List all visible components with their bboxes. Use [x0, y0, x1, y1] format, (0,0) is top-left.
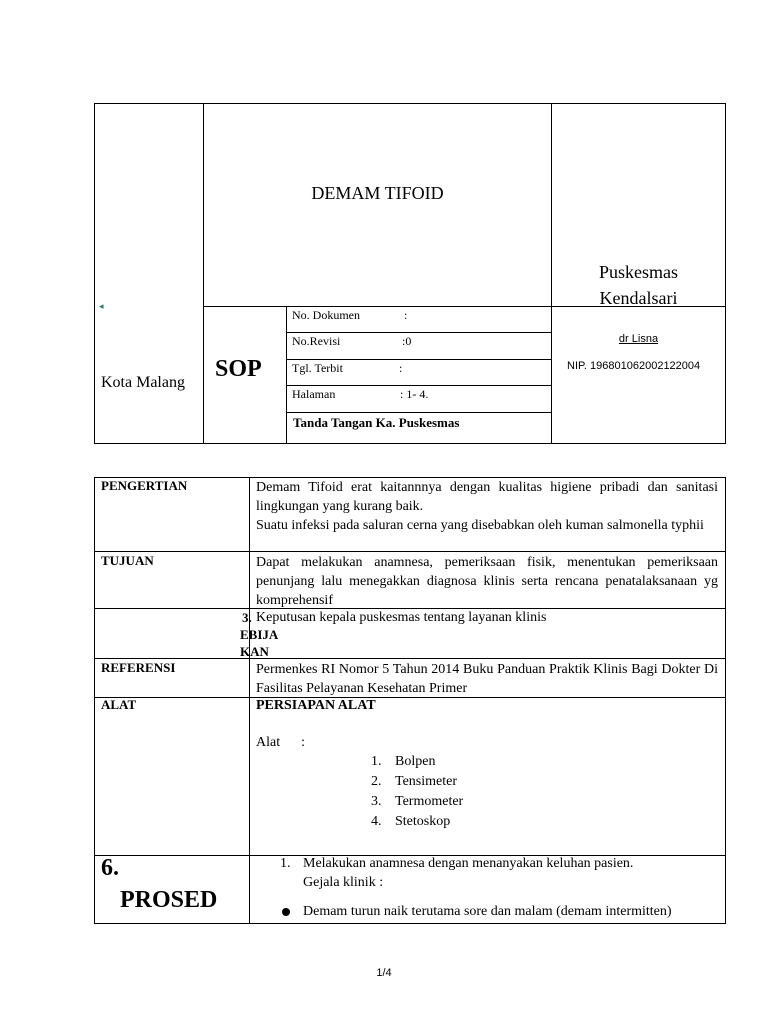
referensi-text: Permenkes RI Nomor 5 Tahun 2014 Buku Panduan Praktik Klinis Bagi Dokter Di Fasilitas Pelayanan Kesehatan Primer — [256, 662, 718, 696]
puskesmas-name — [552, 259, 725, 311]
kebijakan-text: Keputusan kepala puskesmas tentang layanan klinis — [256, 610, 547, 625]
tujuan-label: TUJUAN — [101, 553, 154, 568]
prosedur-step-number: 1. — [280, 856, 291, 871]
list-item: 2. Tensimeter — [371, 774, 457, 789]
alat-label: ALAT — [101, 697, 137, 712]
meta-label-halaman: Halaman — [292, 387, 336, 401]
bullet-icon — [282, 908, 290, 916]
header-border-bottom — [94, 443, 726, 444]
prosedur-step-subheading: Gejala klinik : — [303, 875, 384, 890]
header-divider-city — [203, 103, 204, 444]
sop-label: SOP — [215, 356, 262, 382]
referensi-label: REFERENSI — [101, 660, 176, 675]
list-item: 3. Termometer — [371, 794, 464, 809]
meta-row-line — [286, 332, 551, 333]
alat-heading: PERSIAPAN ALAT — [256, 698, 376, 713]
content-border-bottom — [94, 923, 726, 924]
alat-subheading: Alat : — [256, 735, 305, 750]
document-title: DEMAM TIFOID — [311, 183, 444, 203]
prosedur-bullet-text: Demam turun naik terutama sore dan malam (demam intermitten) — [303, 904, 672, 919]
row-divider — [94, 658, 726, 659]
meta-value-no-dokumen: : — [404, 308, 408, 322]
signature-label: Tanda Tangan Ka. Puskesmas — [293, 415, 460, 430]
content-border-right — [725, 477, 726, 924]
puskesmas-name-line2: Kendalsari — [599, 288, 678, 308]
pengertian-text — [256, 478, 718, 535]
meta-value-halaman: : 1- 4. — [400, 387, 429, 401]
meta-label-no-dokumen: No. Dokumen — [292, 308, 360, 322]
meta-value-tgl-terbit: : — [399, 361, 403, 375]
meta-label-no-revisi: No.Revisi — [292, 334, 341, 348]
header-border-right — [725, 103, 726, 444]
list-item-text: Stetoskop — [395, 814, 451, 829]
meta-row-line — [286, 385, 551, 386]
content-column-divider — [249, 477, 250, 924]
list-item: 4. Stetoskop — [371, 814, 451, 829]
puskesmas-name-line1: Puskesmas — [598, 262, 678, 282]
kebijakan-number: 3. — [242, 610, 252, 625]
list-item-text: Bolpen — [395, 754, 436, 769]
city-name: Kota Malang — [101, 374, 185, 391]
prosedur-label: PROSED — [120, 887, 218, 913]
doctor-name: dr Lisna — [618, 333, 659, 345]
meta-row-line — [286, 359, 551, 360]
alat-list — [371, 752, 463, 832]
page-number: 1/4 — [376, 967, 392, 979]
content-border-left — [94, 477, 95, 924]
kebijakan-label-line1: EBIJA — [240, 627, 279, 642]
tujuan-text: Dapat melakukan anamnesa, pemeriksaan fisik, menentukan pemeriksaan penunjang lalu menegakkan diagnosa klinis serta rencana penatalaksanaan yg komprehensif — [256, 555, 718, 608]
header-border-left — [94, 103, 95, 444]
pengertian-label: PENGERTIAN — [101, 478, 188, 493]
header-border-top — [94, 103, 726, 104]
list-item-text: Tensimeter — [395, 774, 457, 789]
meta-label-tgl-terbit: Tgl. Terbit — [292, 361, 343, 375]
prosedur-step-text: Melakukan anamnesa dengan menanyakan keluhan pasien. — [303, 856, 634, 871]
row-divider — [94, 551, 726, 552]
meta-row-line — [286, 412, 551, 413]
pengertian-paragraph: Demam Tifoid erat kaitannnya dengan kualitas higiene pribadi dan sanitasi lingkungan yang kurang baik. — [256, 480, 718, 514]
arrow-icon: ◂ — [99, 301, 104, 311]
list-item: 1. Bolpen — [371, 754, 436, 769]
header-divider-sop — [286, 306, 287, 444]
kebijakan-label-line2: KAN — [240, 644, 269, 659]
meta-value-no-revisi: :0 — [402, 334, 412, 348]
prosedur-number: 6. — [101, 855, 119, 881]
list-item-text: Termometer — [395, 794, 464, 809]
pengertian-paragraph: Suatu infeksi pada saluran cerna yang disebabkan oleh kuman salmonella typhii — [256, 518, 704, 533]
doctor-nip: NIP. 196801062002122004 — [567, 360, 701, 372]
